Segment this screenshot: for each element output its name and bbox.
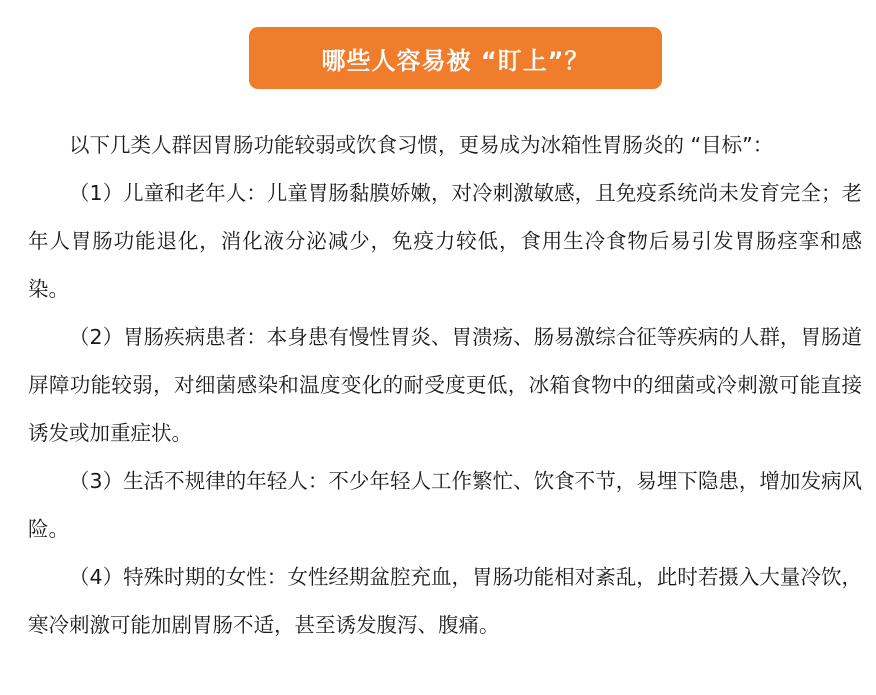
title-banner <box>249 27 662 89</box>
group-paragraph-women: （4）特殊时期的女性：女性经期盆腔充血，胃肠功能相对紊乱，此时若摄入大量冷饮，寒冷刺激可能加剧胃肠不适，甚至诱发腹泻、腹痛。 <box>28 565 862 637</box>
group-paragraph-gi-patients: （2）胃肠疾病患者：本身患有慢性胃炎、胃溃疡、肠易激综合征等疾病的人群，胃肠道屏障功能较弱，对细菌感染和温度变化的耐受度更低，冰箱食物中的细菌或冷刺激可能直接诱发或加重症状。 <box>28 325 862 445</box>
group-paragraph-young-people: （3）生活不规律的年轻人：不少年轻人工作繁忙、饮食不节，易埋下隐患，增加发病风险。 <box>28 469 862 541</box>
group-paragraph-children-elderly: （1）儿童和老年人：儿童胃肠黏膜娇嫩，对冷刺激敏感，且免疫系统尚未发育完全；老年人胃肠功能退化，消化液分泌减少，免疫力较低，食用生冷食物后易引发胃肠痉挛和感染。 <box>28 181 862 301</box>
article-body <box>28 121 862 649</box>
intro-paragraph: 以下几类人群因胃肠功能较弱或饮食习惯，更易成为冰箱性胃肠炎的 “目标”： <box>69 133 774 157</box>
page-title: 哪些人容易被 “盯上”？ <box>321 46 590 75</box>
